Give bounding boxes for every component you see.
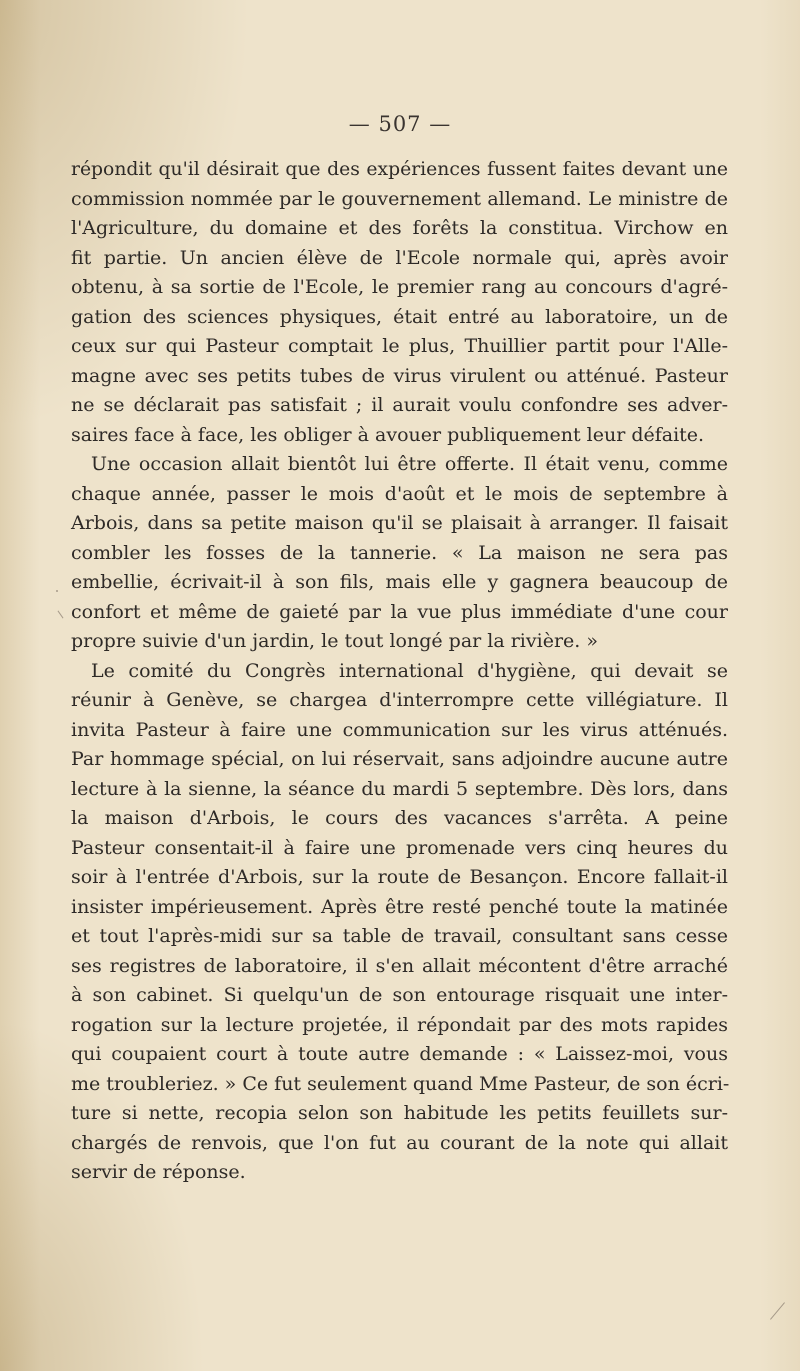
text-line: Par hommage spécial, on lui réservait, sans adjoindre aucune autre xyxy=(71,748,728,770)
text-line: qui coupaient court à toute autre demande : « Laissez-moi, vous xyxy=(71,1043,728,1065)
text-line: Une occasion allait bientôt lui être offerte. Il était venu, comme xyxy=(91,453,728,475)
text-line: chaque année, passer le mois d'août et le mois de septembre à xyxy=(71,482,728,505)
text-line: ne se déclarait pas satisfait ; il aurait voulu confondre ses adver- xyxy=(71,394,728,416)
text-line: ses registres de laboratoire, il s'en allait mécontent d'être arraché xyxy=(71,954,728,977)
text-line: lecture à la sienne, la séance du mardi 5 septembre. Dès lors, dans xyxy=(71,777,728,800)
text-line: insister impérieusement. Après être resté penché toute la matinée xyxy=(71,895,728,918)
text-line: saires face à face, les obliger à avouer publiquement leur défaite. xyxy=(71,423,705,446)
text-line: Le comité du Congrès international d'hygiène, qui devait se xyxy=(91,659,728,682)
text-line: l'Agriculture, du domaine et des forêts la constitua. Virchow en xyxy=(71,217,728,239)
text-line: obtenu, à sa sortie de l'Ecole, le premier rang au concours d'agré- xyxy=(71,276,728,298)
text-line: réunir à Genève, se chargea d'interrompre cette villégiature. Il xyxy=(71,689,728,711)
text-line: et tout l'après-midi sur sa table de travail, consultant sans cesse xyxy=(71,925,728,947)
text-line: gation des sciences physiques, était entré au laboratoire, un de xyxy=(71,305,728,328)
text-line: soir à l'entrée d'Arbois, sur la route de Besançon. Encore fallait-il xyxy=(71,866,728,888)
text-line: me troubleriez. » Ce fut seulement quand Mme Pasteur, de son écri- xyxy=(71,1072,730,1095)
text-line: confort et même de gaieté par la vue plus immédiate d'une cour xyxy=(71,600,728,623)
text-line: fit partie. Un ancien élève de l'Ecole normale qui, après avoir xyxy=(71,246,728,269)
page-number: — 507 — xyxy=(348,112,452,136)
text-line: propre suivie d'un jardin, le tout longé par la rivière. » xyxy=(71,630,598,652)
margin-mark xyxy=(58,611,64,619)
text-line: Arbois, dans sa petite maison qu'il se plaisait à arranger. Il faisait xyxy=(71,512,728,534)
margin-mark xyxy=(56,590,58,592)
text-line: magne avec ses petits tubes de virus virulent ou atténué. Pasteur xyxy=(71,364,728,387)
text-line: chargés de renvois, que l'on fut au courant de la note qui allait xyxy=(71,1131,728,1154)
text-line: la maison d'Arbois, le cours des vacances s'arrêta. A peine xyxy=(71,807,728,829)
margin-mark xyxy=(770,1302,785,1319)
text-line: invita Pasteur à faire une communication sur les virus atténués. xyxy=(71,718,728,741)
text-line: combler les fosses de la tannerie. « La maison ne sera pas xyxy=(71,541,728,564)
text-line: répondit qu'il désirait que des expériences fussent faites devant une xyxy=(71,159,728,180)
text-line: ture si nette, recopia selon son habitude les petits feuillets sur- xyxy=(71,1102,728,1124)
text-line: commission nommée par le gouvernement allemand. Le ministre de xyxy=(71,187,728,210)
body-text xyxy=(71,155,728,1188)
text-line: Pasteur consentait-il à faire une promenade vers cinq heures du xyxy=(71,836,728,859)
text-line: rogation sur la lecture projetée, il répondait par des mots rapides xyxy=(71,1013,728,1036)
text-line: à son cabinet. Si quelqu'un de son entourage risquait une inter- xyxy=(71,984,728,1006)
text-line: embellie, écrivait-il à son fils, mais elle y gagnera beaucoup de xyxy=(71,571,728,593)
text-line: ceux sur qui Pasteur comptait le plus, Thuillier partit pour l'Alle- xyxy=(71,335,728,357)
text-line: servir de réponse. xyxy=(71,1161,246,1183)
